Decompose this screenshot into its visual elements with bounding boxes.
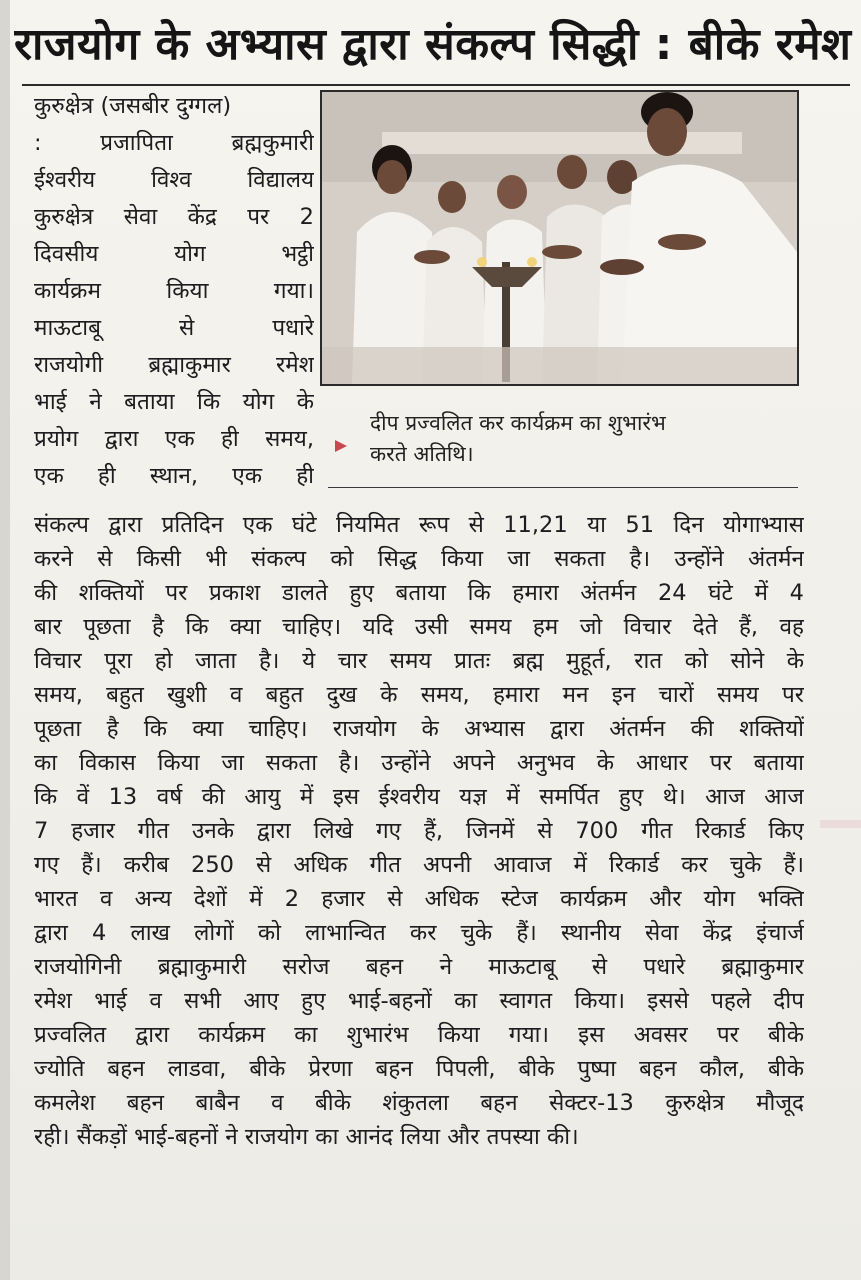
intro-line: राजयोगी ब्रह्माकुमार रमेश [34, 352, 314, 378]
lamp-lighting-illustration [322, 92, 797, 384]
headline-divider [22, 84, 850, 86]
body-line: 7 हजार गीत उनके द्वारा लिखे गए हैं, जिनमें से 700 गीत रिकार्ड किए [34, 818, 804, 844]
intro-line: कार्यक्रम किया गया। [34, 278, 314, 304]
caption-line: करते अतिथि। [370, 442, 474, 466]
body-line: गए हैं। करीब 250 से अधिक गीत अपनी आवाज में रिकार्ड कर चुके हैं। [34, 852, 804, 878]
body-line: रमेश भाई व सभी आए हुए भाई-बहनों का स्वागत किया। इससे पहले दीप [34, 988, 804, 1014]
body-line: बार पूछता है कि क्या चाहिए। यदि उसी समय हम जो विचार देते हैं, वह [34, 614, 804, 640]
body-line: की शक्तियों पर प्रकाश डालते हुए बताया कि हमारा अंतर्मन 24 घंटे में 4 [34, 580, 804, 606]
body-line: ज्योति बहन लाडवा, बीके प्रेरणा बहन पिपली, बीके पुष्पा बहन कौल, बीके [34, 1056, 804, 1082]
event-photo [320, 90, 799, 386]
body-line: पूछता है कि क्या चाहिए। राजयोग के अभ्यास द्वारा अंतर्मन की शक्तियों [34, 716, 804, 742]
intro-line: कुरुक्षेत्र (जसबीर दुग्गल) [34, 93, 232, 119]
body-line: संकल्प द्वारा प्रतिदिन एक घंटे नियमित रूप से 11,21 या 51 दिन योगाभ्यास [34, 512, 804, 538]
body-line: कि वें 13 वर्ष की आयु में इस ईश्वरीय यज्ञ में समर्पित हुए थे। आज आज [34, 784, 804, 810]
body-line: द्वारा 4 लाख लोगों को लाभान्वित कर चुके हैं। स्थानीय सेवा केंद्र इंचार्ज [34, 920, 804, 946]
intro-line: एक ही स्थान, एक ही [34, 463, 314, 489]
caption-pointer-icon [333, 438, 349, 454]
body-line: का विकास किया जा सकता है। उन्होंने अपने अनुभव के आधार पर बताया [34, 750, 804, 776]
body-line: करने से किसी भी संकल्प को सिद्ध किया जा सकता है। उन्होंने अंतर्मन [34, 546, 804, 572]
body-line: भारत व अन्य देशों में 2 हजार से अधिक स्टेज कार्यक्रम और योग भक्ति [34, 886, 804, 912]
body-line: समय, बहुत खुशी व बहुत दुख के समय, हमारा मन इन चारों समय पर [34, 682, 804, 708]
body-line: कमलेश बहन बाबैन व बीके शंकुतला बहन सेक्टर-13 कुरुक्षेत्र मौजूद [34, 1090, 804, 1116]
page-edge [0, 0, 10, 1280]
intro-line: दिवसीय योग भट्ठी [34, 241, 314, 267]
article-body [34, 508, 804, 1154]
intro-line: कुरुक्षेत्र सेवा केंद्र पर 2 [34, 204, 314, 230]
intro-line: माऊटाबू से पधारे [34, 315, 314, 341]
intro-line: : प्रजापिता ब्रह्मकुमारी [34, 130, 314, 156]
intro-line: ईश्वरीय विश्व विद्यालय [34, 167, 314, 193]
intro-line: प्रयोग द्वारा एक ही समय, [34, 426, 314, 452]
paper-crease [820, 820, 861, 828]
intro-line: भाई ने बताया कि योग के [34, 389, 314, 415]
caption-line: दीप प्रज्वलित कर कार्यक्रम का शुभारंभ [370, 411, 666, 435]
intro-column [34, 88, 314, 495]
caption-divider [328, 487, 798, 488]
headline: राजयोग के अभ्यास द्वारा संकल्प सिद्धी : बीके रमेश [14, 19, 852, 70]
body-line: रही। सैंकड़ों भाई-बहनों ने राजयोग का आनंद लिया और तपस्या की। [34, 1124, 579, 1150]
body-line: विचार पूरा हो जाता है। ये चार समय प्रातः ब्रह्म मुहूर्त, रात को सोने के [34, 648, 804, 674]
body-line: राजयोगिनी ब्रह्माकुमारी सरोज बहन ने माऊटाबू से पधारे ब्रह्माकुमार [34, 954, 804, 980]
body-line: प्रज्वलित द्वारा कार्यक्रम का शुभारंभ किया गया। इस अवसर पर बीके [34, 1022, 804, 1048]
photo-caption [370, 408, 790, 470]
